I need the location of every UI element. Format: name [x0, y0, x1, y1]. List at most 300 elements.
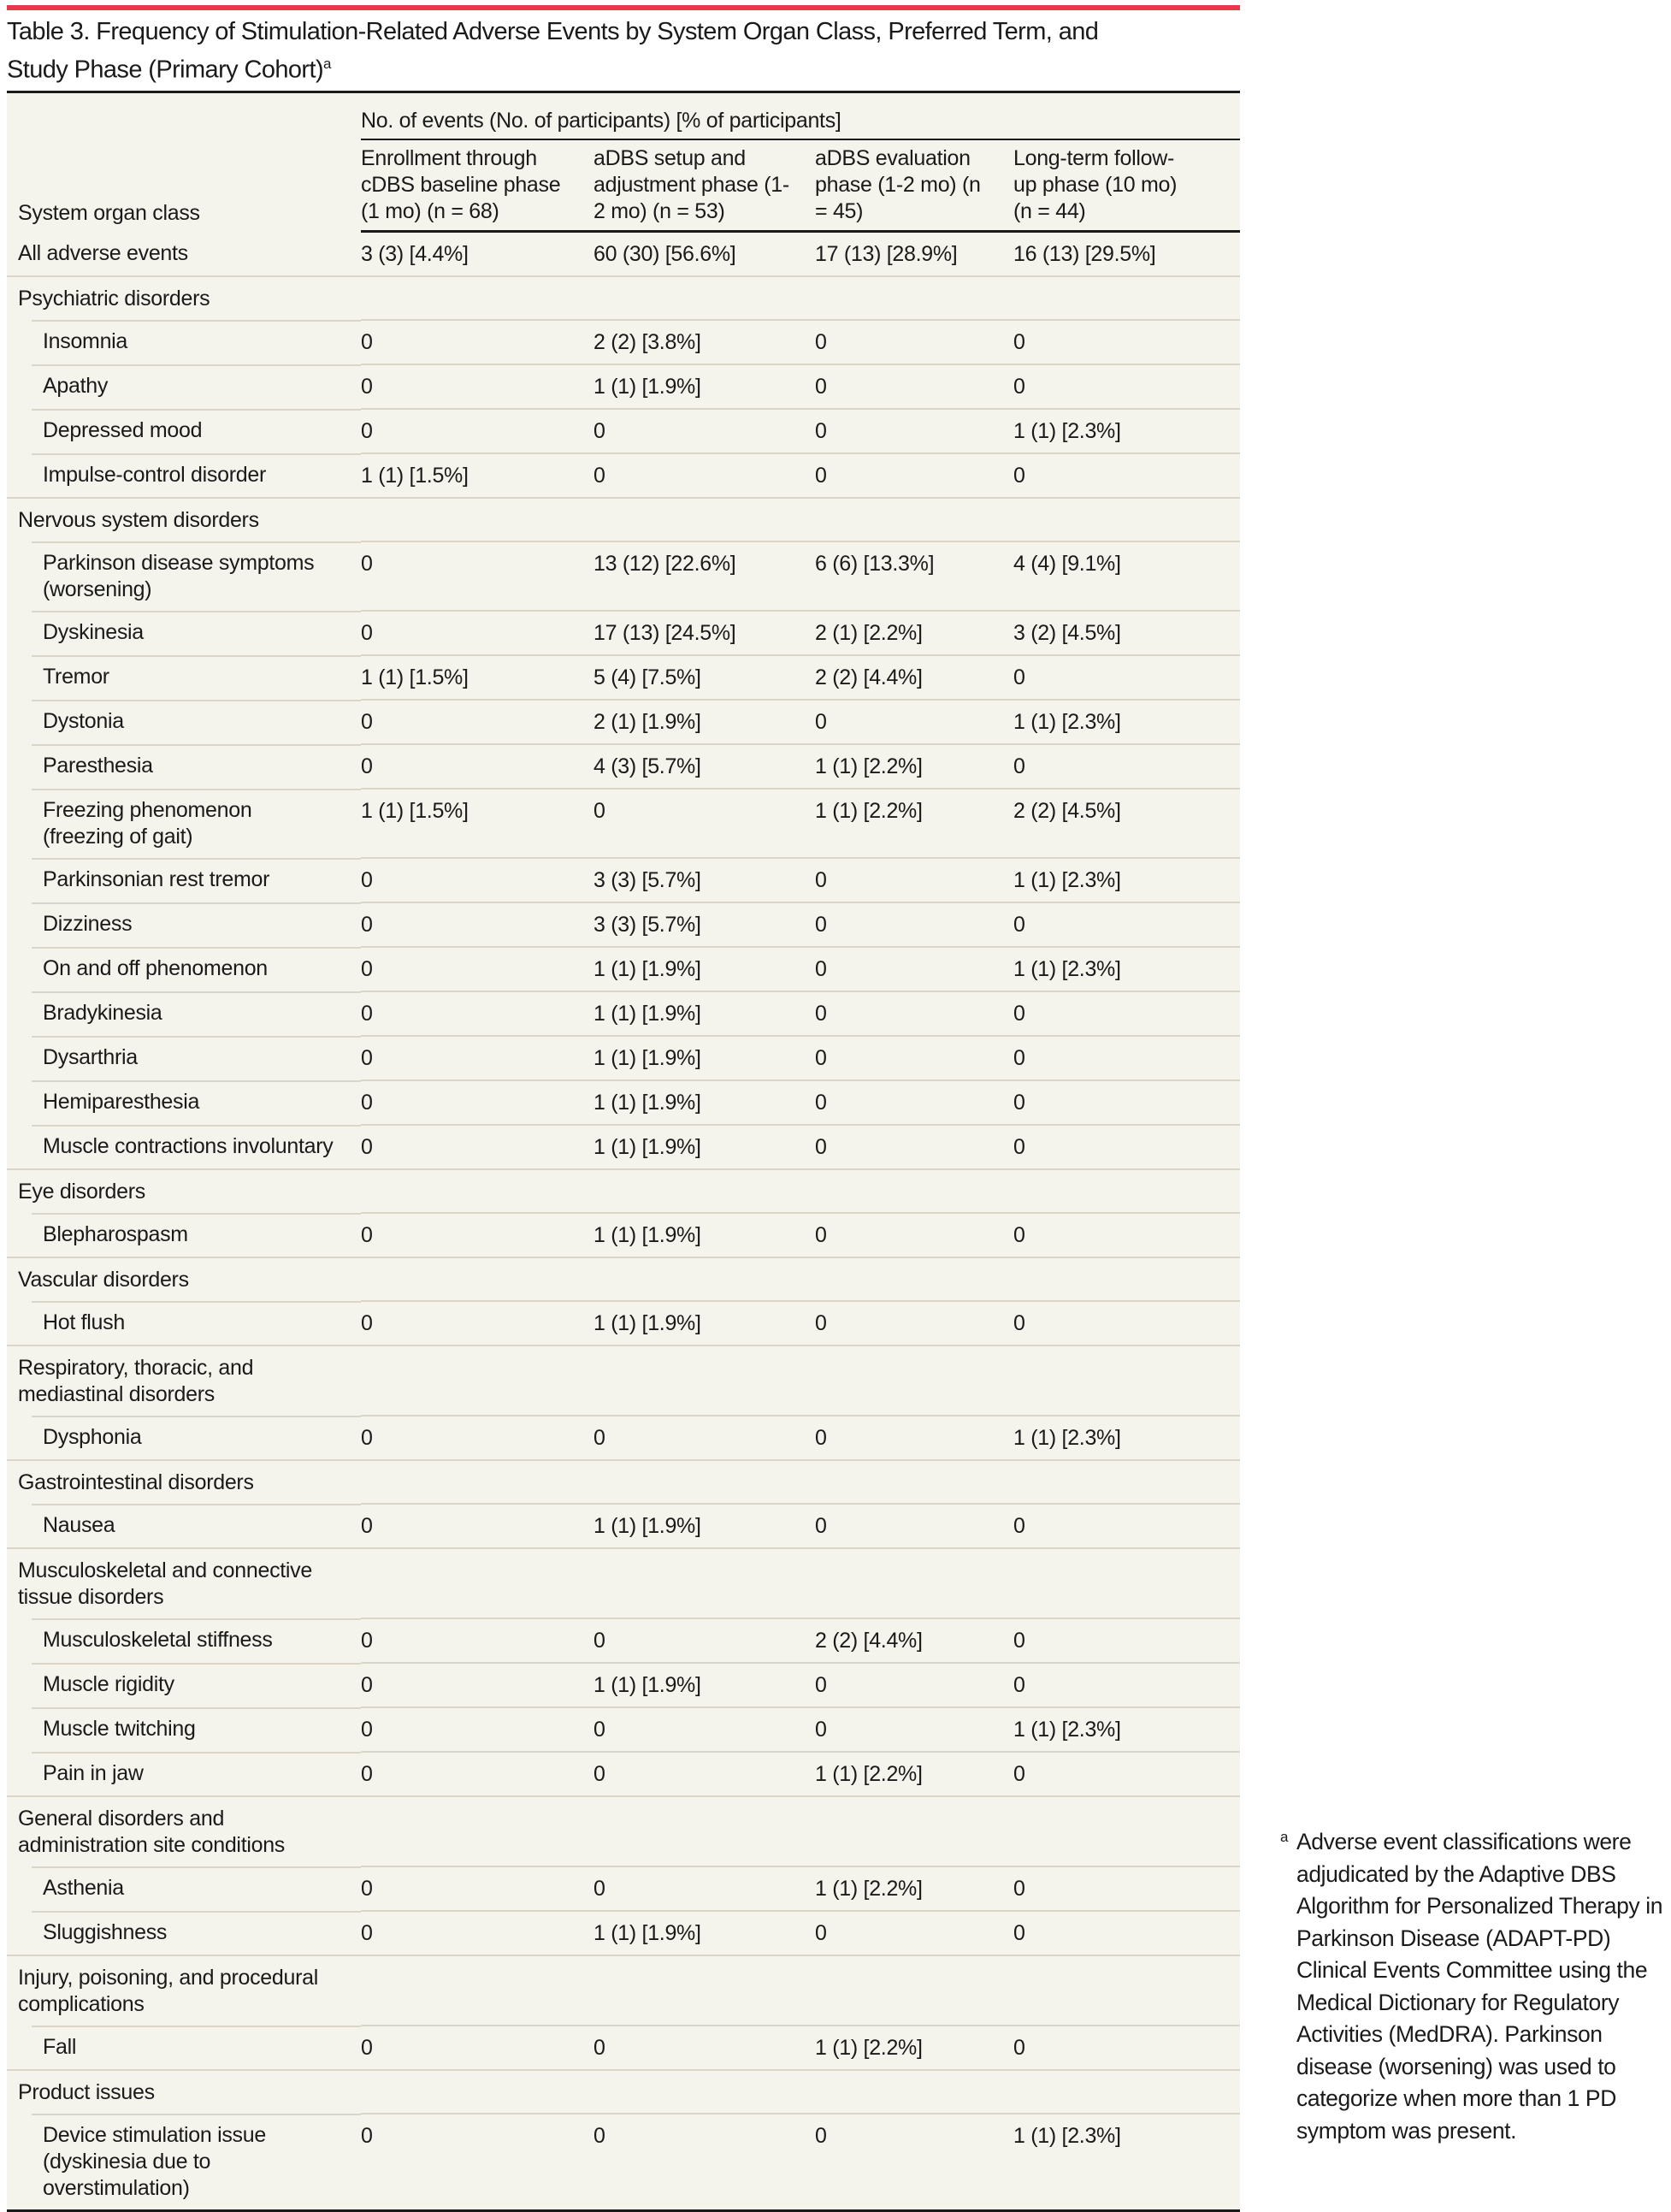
system-organ-class-row [7, 1257, 1240, 1301]
preferred-term-row [7, 1911, 1240, 1955]
value-cell-phase-1 [361, 1257, 593, 1301]
system-organ-class-row [7, 498, 1240, 541]
row-label-text: Respiratory, thoracic, and mediastinal disorders [18, 1356, 254, 1406]
value-cell-phase-3 [815, 1955, 1013, 2026]
value-cell-phase-3: 0 [815, 1504, 1013, 1548]
preferred-term-row [7, 1663, 1240, 1707]
row-label-text: Dystonia [43, 709, 124, 733]
value-cell-phase-3: 0 [815, 1213, 1013, 1257]
value-cell-phase-3: 17 (13) [28.9%] [815, 242, 958, 266]
header-system-organ-class: System organ class [7, 92, 361, 232]
value-cell-phase-4: 0 [1013, 1618, 1240, 1663]
value-cell-phase-3: 1 (1) [2.2%] [815, 1866, 1013, 1911]
value-cell-phase-1 [361, 498, 593, 541]
value-cell-phase-1: 0 [361, 1866, 593, 1911]
preferred-term-row [7, 1036, 1240, 1080]
row-label-text: Device stimulation issue (dyskinesia due to overstimulation) [43, 2123, 266, 2200]
value-cell-phase-4: 0 [1013, 1911, 1240, 1955]
preferred-term-row [7, 1707, 1240, 1752]
value-cell-phase-2: 1 (1) [1.9%] [593, 1911, 815, 1955]
preferred-term-label [7, 611, 361, 655]
value-cell-phase-1 [361, 1548, 593, 1618]
value-cell-phase-1 [361, 1346, 593, 1416]
value-cell-phase-2: 0 [593, 2026, 815, 2070]
value-cell-phase-1: 0 [361, 858, 593, 902]
value-cell-phase-2: 0 [593, 409, 815, 453]
header-spanner: No. of events (No. of participants) [% of participants] [361, 92, 1240, 140]
row-label-text: Bradykinesia [43, 1001, 162, 1025]
value-cell-phase-3: 0 [815, 947, 1013, 991]
value-cell-phase-2: 3 (3) [5.7%] [593, 902, 815, 947]
preferred-term-label [7, 1752, 361, 1796]
value-cell-phase-3: 1 (1) [2.2%] [815, 744, 1013, 789]
table-footnote [1280, 1826, 1665, 2147]
header-phase-3-text: aDBS evaluation phase (1-2 mo) (n = 45) [815, 146, 981, 223]
all-adverse-events-row [7, 232, 1240, 277]
value-cell-phase-1: 0 [361, 2114, 593, 2211]
value-cell-phase-3: 0 [815, 700, 1013, 744]
value-cell-phase-4: 0 [1013, 453, 1240, 498]
row-label-text: Paresthesia [43, 754, 153, 778]
value-cell-phase-4: 1 (1) [2.3%] [1013, 409, 1240, 453]
preferred-term-label [7, 1080, 361, 1125]
value-cell-phase-1: 0 [361, 1125, 593, 1169]
value-cell-phase-4: 0 [1013, 1752, 1240, 1796]
table-title-text: Table 3. Frequency of Stimulation-Related Adverse Events by System Organ Class, Preferred Term, and Study Phase (Primary Cohort) [7, 18, 1099, 84]
preferred-term-row [7, 2114, 1240, 2211]
preferred-term-row [7, 1125, 1240, 1169]
header-phase-3 [815, 139, 1013, 232]
value-cell-phase-2: 0 [593, 1752, 815, 1796]
value-cell-phase-2: 3 (3) [5.7%] [593, 858, 815, 902]
preferred-term-row [7, 1301, 1240, 1346]
preferred-term-label [7, 655, 361, 700]
value-cell-phase-2: 17 (13) [24.5%] [593, 611, 815, 655]
system-organ-class-row [7, 276, 1240, 320]
preferred-term-label [7, 1504, 361, 1548]
value-cell-phase-3: 2 (2) [4.4%] [815, 1618, 1013, 1663]
value-cell-phase-3: 0 [815, 1663, 1013, 1707]
row-label-text: Pain in jaw [43, 1761, 144, 1785]
preferred-term-label [7, 364, 361, 409]
preferred-term-label [7, 858, 361, 902]
row-label-text: Nervous system disorders [18, 508, 259, 532]
preferred-term-row [7, 1618, 1240, 1663]
value-cell-phase-3: 0 [815, 320, 1013, 364]
value-cell-phase-2: 1 (1) [1.9%] [593, 1125, 815, 1169]
value-cell-phase-3: 1 (1) [2.2%] [815, 789, 1013, 858]
preferred-term-label [7, 902, 361, 947]
system-organ-class-row [7, 1955, 1240, 2026]
preferred-term-label [7, 1663, 361, 1707]
value-cell-phase-4: 1 (1) [2.3%] [1013, 1707, 1240, 1752]
value-cell-phase-4: 0 [1013, 1213, 1240, 1257]
value-cell-phase-1 [361, 276, 593, 320]
value-cell-phase-4: 0 [1013, 902, 1240, 947]
preferred-term-label [7, 700, 361, 744]
header-row-spanner [7, 92, 1240, 140]
value-cell-phase-1: 0 [361, 947, 593, 991]
value-cell-phase-4: 0 [1013, 2026, 1240, 2070]
preferred-term-label [7, 1036, 361, 1080]
row-label-text: Parkinsonian rest tremor [43, 867, 270, 891]
value-cell-phase-1: 0 [361, 1618, 593, 1663]
accent-rule [7, 5, 1240, 10]
preferred-term-row [7, 320, 1240, 364]
system-organ-class-label [7, 1548, 361, 1618]
value-cell-phase-4 [1013, 1346, 1240, 1416]
value-cell-phase-1: 0 [361, 744, 593, 789]
value-cell-phase-2: 0 [593, 2114, 815, 2211]
value-cell-phase-1: 0 [361, 1504, 593, 1548]
value-cell-phase-3 [815, 1257, 1013, 1301]
value-cell-phase-4: 0 [1013, 744, 1240, 789]
header-phase-4-text: Long-term follow-up phase (10 mo) (n = 44) [1013, 146, 1178, 223]
value-cell-phase-2: 0 [593, 789, 815, 858]
header-phase-4 [1013, 139, 1240, 232]
value-cell-phase-4: 0 [1013, 1504, 1240, 1548]
preferred-term-row [7, 1504, 1240, 1548]
adverse-events-table [7, 91, 1240, 2212]
row-label-text: Muscle twitching [43, 1717, 196, 1741]
value-cell-phase-2: 1 (1) [1.9%] [593, 1504, 815, 1548]
row-label-text: Tremor [43, 665, 109, 689]
system-organ-class-row [7, 1346, 1240, 1416]
value-cell-phase-2 [593, 2070, 815, 2114]
row-label-text: Dysarthria [43, 1045, 138, 1069]
value-cell-phase-2 [593, 1796, 815, 1866]
preferred-term-label [7, 453, 361, 498]
value-cell-phase-4: 16 (13) [29.5%] [1013, 242, 1156, 266]
preferred-term-row [7, 655, 1240, 700]
system-organ-class-label [7, 498, 361, 541]
total-label [7, 232, 361, 277]
value-cell-phase-4: 1 (1) [2.3%] [1013, 1416, 1240, 1460]
value-cell-phase-1: 1 (1) [1.5%] [361, 655, 593, 700]
value-cell-phase-1: 0 [361, 1707, 593, 1752]
value-cell-phase-3: 0 [815, 1080, 1013, 1125]
adverse-events-table-container [7, 91, 1240, 2212]
value-cell-phase-2: 1 (1) [1.9%] [593, 1036, 815, 1080]
value-cell-phase-4 [1013, 1460, 1240, 1504]
value-cell-phase-3: 6 (6) [13.3%] [815, 541, 1013, 611]
value-cell-phase-1: 0 [361, 611, 593, 655]
preferred-term-row [7, 789, 1240, 858]
preferred-term-label [7, 1213, 361, 1257]
value-cell-phase-2: 60 (30) [56.6%] [593, 242, 736, 266]
value-cell-phase-3: 2 (2) [4.4%] [815, 655, 1013, 700]
value-cell-phase-3: 0 [815, 2114, 1013, 2211]
value-cell-phase-2: 1 (1) [1.9%] [593, 364, 815, 409]
row-label-text: Product issues [18, 2080, 155, 2104]
value-cell-phase-3: 0 [815, 409, 1013, 453]
preferred-term-row [7, 1866, 1240, 1911]
value-cell-phase-3: 0 [815, 1036, 1013, 1080]
value-cell-phase-1: 0 [361, 409, 593, 453]
row-label-text: Gastrointestinal disorders [18, 1470, 254, 1494]
value-cell-phase-2: 2 (2) [3.8%] [593, 320, 815, 364]
table-body [7, 232, 1240, 2211]
footnote-mark: a [1280, 1829, 1289, 1845]
system-organ-class-label [7, 2070, 361, 2114]
value-cell-phase-1: 0 [361, 1663, 593, 1707]
system-organ-class-row [7, 1460, 1240, 1504]
system-organ-class-label [7, 1257, 361, 1301]
preferred-term-label [7, 1707, 361, 1752]
value-cell-phase-4: 4 (4) [9.1%] [1013, 541, 1240, 611]
value-cell-phase-4 [1013, 498, 1240, 541]
value-cell-phase-3: 0 [815, 364, 1013, 409]
value-cell-phase-2 [593, 1548, 815, 1618]
value-cell-phase-4: 2 (2) [4.5%] [1013, 789, 1240, 858]
value-cell-phase-1: 0 [361, 1080, 593, 1125]
value-cell-phase-4 [1013, 1955, 1240, 2026]
value-cell-phase-1 [361, 1169, 593, 1213]
value-cell-phase-4: 0 [1013, 991, 1240, 1036]
value-cell-phase-3: 0 [815, 1301, 1013, 1346]
preferred-term-row [7, 700, 1240, 744]
value-cell-phase-4 [1013, 276, 1240, 320]
value-cell-phase-3 [815, 1460, 1013, 1504]
value-cell-phase-2: 0 [593, 1707, 815, 1752]
value-cell-phase-1: 1 (1) [1.5%] [361, 789, 593, 858]
row-label-text: Psychiatric disorders [18, 287, 210, 311]
title-footnote-mark: a [323, 56, 331, 72]
preferred-term-row [7, 611, 1240, 655]
value-cell-phase-2: 5 (4) [7.5%] [593, 655, 815, 700]
row-label-text: Dizziness [43, 912, 133, 936]
value-cell-phase-3: 0 [815, 1125, 1013, 1169]
value-cell-phase-4: 1 (1) [2.3%] [1013, 858, 1240, 902]
preferred-term-row [7, 1752, 1240, 1796]
value-cell-phase-2: 0 [593, 1866, 815, 1911]
value-cell-phase-3 [815, 1548, 1013, 1618]
preferred-term-label [7, 991, 361, 1036]
value-cell-phase-2: 0 [593, 1416, 815, 1460]
value-cell-phase-2 [593, 498, 815, 541]
value-cell-phase-1: 0 [361, 991, 593, 1036]
value-cell-phase-1: 0 [361, 700, 593, 744]
row-label-text: Sluggishness [43, 1920, 168, 1944]
system-organ-class-label [7, 1460, 361, 1504]
table-header [7, 92, 1240, 232]
value-cell-phase-2: 0 [593, 1618, 815, 1663]
value-cell-phase-2 [593, 1257, 815, 1301]
preferred-term-label [7, 947, 361, 991]
value-cell-phase-1: 0 [361, 541, 593, 611]
system-organ-class-label [7, 276, 361, 320]
system-organ-class-row [7, 1548, 1240, 1618]
row-label-text: Muscle rigidity [43, 1672, 174, 1696]
value-cell-phase-4 [1013, 1169, 1240, 1213]
value-cell-phase-3: 0 [815, 453, 1013, 498]
value-cell-phase-2 [593, 276, 815, 320]
row-label-text: Parkinson disease symptoms (worsening) [43, 551, 315, 601]
row-label-text: Fall [43, 2035, 77, 2059]
value-cell-phase-1: 0 [361, 1301, 593, 1346]
value-cell-phase-3: 1 (1) [2.2%] [815, 1752, 1013, 1796]
system-organ-class-label [7, 1796, 361, 1866]
preferred-term-row [7, 858, 1240, 902]
value-cell-phase-2: 2 (1) [1.9%] [593, 700, 815, 744]
row-label-text: Eye disorders [18, 1180, 145, 1204]
value-cell-phase-3: 0 [815, 902, 1013, 947]
preferred-term-label [7, 2114, 361, 2211]
header-phase-2-text: aDBS setup and adjustment phase (1-2 mo) (n = 53) [593, 146, 789, 223]
value-cell-phase-4: 0 [1013, 655, 1240, 700]
value-cell-phase-4: 1 (1) [2.3%] [1013, 700, 1240, 744]
value-cell-phase-3: 2 (1) [2.2%] [815, 611, 1013, 655]
preferred-term-label [7, 409, 361, 453]
value-cell-phase-3 [815, 1346, 1013, 1416]
preferred-term-label [7, 541, 361, 611]
value-cell-phase-3 [815, 276, 1013, 320]
value-cell-phase-2: 1 (1) [1.9%] [593, 1663, 815, 1707]
value-cell-phase-4: 1 (1) [2.3%] [1013, 947, 1240, 991]
preferred-term-label [7, 2026, 361, 2070]
value-cell-phase-1: 1 (1) [1.5%] [361, 453, 593, 498]
value-cell-phase-1: 0 [361, 902, 593, 947]
value-cell-phase-3: 0 [815, 991, 1013, 1036]
row-label-text: Depressed mood [43, 418, 203, 442]
preferred-term-row [7, 744, 1240, 789]
value-cell-phase-2: 1 (1) [1.9%] [593, 1080, 815, 1125]
value-cell-phase-2 [593, 1169, 815, 1213]
value-cell-phase-1: 0 [361, 1416, 593, 1460]
row-label-text: Musculoskeletal and connective tissue disorders [18, 1558, 312, 1609]
row-label-text: Musculoskeletal stiffness [43, 1628, 273, 1652]
value-cell-phase-2: 1 (1) [1.9%] [593, 991, 815, 1036]
value-cell-phase-4: 0 [1013, 1663, 1240, 1707]
preferred-term-row [7, 2026, 1240, 2070]
value-cell-phase-2: 1 (1) [1.9%] [593, 947, 815, 991]
row-label-text: Freezing phenomenon (freezing of gait) [43, 798, 252, 849]
value-cell-phase-2 [593, 1346, 815, 1416]
value-cell-phase-1: 0 [361, 1911, 593, 1955]
preferred-term-row [7, 902, 1240, 947]
value-cell-phase-3 [815, 498, 1013, 541]
value-cell-phase-4: 0 [1013, 1866, 1240, 1911]
value-cell-phase-1 [361, 1955, 593, 2026]
value-cell-phase-3 [815, 1169, 1013, 1213]
row-label-text: Insomnia [43, 329, 128, 353]
preferred-term-label [7, 1618, 361, 1663]
row-label-text: On and off phenomenon [43, 956, 268, 980]
row-label-text: Hemiparesthesia [43, 1090, 200, 1114]
preferred-term-row [7, 409, 1240, 453]
value-cell-phase-3 [815, 1796, 1013, 1866]
preferred-term-label [7, 1125, 361, 1169]
value-cell-phase-1: 3 (3) [4.4%] [361, 242, 469, 266]
preferred-term-row [7, 541, 1240, 611]
row-label-text: Apathy [43, 374, 109, 398]
value-cell-phase-2: 13 (12) [22.6%] [593, 541, 815, 611]
footnote-text: Adverse event classifications were adjudicated by the Adaptive DBS Algorithm for Personalized Therapy in Parkinson Disease (ADAPT-PD) Clinical Events Committee using the Medical Dictionary for Regulatory Activities (MedDRA). Parkinson disease (worsening) was used to categorize when more than 1 PD symptom was present. [1296, 1829, 1663, 2144]
value-cell-phase-4 [1013, 1548, 1240, 1618]
value-cell-phase-4: 0 [1013, 1080, 1240, 1125]
preferred-term-label [7, 789, 361, 858]
row-label-text: General disorders and administration site conditions [18, 1807, 285, 1857]
value-cell-phase-4: 0 [1013, 1036, 1240, 1080]
value-cell-phase-3: 0 [815, 1707, 1013, 1752]
row-label-text: Injury, poisoning, and procedural complications [18, 1966, 318, 2016]
value-cell-phase-3: 0 [815, 1911, 1013, 1955]
preferred-term-row [7, 1213, 1240, 1257]
system-organ-class-label [7, 1346, 361, 1416]
preferred-term-label [7, 1866, 361, 1911]
value-cell-phase-4: 0 [1013, 320, 1240, 364]
value-cell-phase-4: 0 [1013, 1125, 1240, 1169]
value-cell-phase-1: 0 [361, 320, 593, 364]
row-label-text: Dyskinesia [43, 620, 144, 644]
row-label-text: Muscle contractions involuntary [43, 1134, 334, 1158]
value-cell-phase-2: 1 (1) [1.9%] [593, 1301, 815, 1346]
preferred-term-row [7, 364, 1240, 409]
preferred-term-row [7, 991, 1240, 1036]
row-label-text: Nausea [43, 1513, 115, 1537]
header-phase-2 [593, 139, 815, 232]
value-cell-phase-2: 0 [593, 453, 815, 498]
value-cell-phase-3: 0 [815, 858, 1013, 902]
row-label-text: Blepharospasm [43, 1222, 188, 1246]
value-cell-phase-1: 0 [361, 2026, 593, 2070]
value-cell-phase-4: 3 (2) [4.5%] [1013, 611, 1240, 655]
value-cell-phase-1 [361, 2070, 593, 2114]
row-label-text: Impulse-control disorder [43, 463, 266, 487]
system-organ-class-row [7, 1796, 1240, 1866]
value-cell-phase-4 [1013, 1257, 1240, 1301]
preferred-term-label [7, 1301, 361, 1346]
value-cell-phase-4: 0 [1013, 364, 1240, 409]
value-cell-phase-2 [593, 1460, 815, 1504]
value-cell-phase-4 [1013, 1796, 1240, 1866]
preferred-term-label [7, 744, 361, 789]
value-cell-phase-1: 0 [361, 364, 593, 409]
value-cell-phase-1: 0 [361, 1213, 593, 1257]
preferred-term-label [7, 320, 361, 364]
value-cell-phase-1: 0 [361, 1752, 593, 1796]
value-cell-phase-4: 0 [1013, 1301, 1240, 1346]
preferred-term-row [7, 453, 1240, 498]
preferred-term-row [7, 947, 1240, 991]
value-cell-phase-3 [815, 2070, 1013, 2114]
system-organ-class-row [7, 2070, 1240, 2114]
value-cell-phase-3: 1 (1) [2.2%] [815, 2026, 1013, 2070]
value-cell-phase-1 [361, 1460, 593, 1504]
header-phase-1 [361, 139, 593, 232]
preferred-term-label [7, 1911, 361, 1955]
value-cell-phase-2: 4 (3) [5.7%] [593, 744, 815, 789]
preferred-term-row [7, 1080, 1240, 1125]
row-label-text: Vascular disorders [18, 1268, 189, 1292]
row-label-text: Asthenia [43, 1876, 124, 1900]
value-cell-phase-4: 1 (1) [2.3%] [1013, 2114, 1240, 2211]
value-cell-phase-4 [1013, 2070, 1240, 2114]
system-organ-class-row [7, 1169, 1240, 1213]
value-cell-phase-2: 1 (1) [1.9%] [593, 1213, 815, 1257]
value-cell-phase-2 [593, 1955, 815, 2026]
preferred-term-label [7, 1416, 361, 1460]
row-label-text: Hot flush [43, 1310, 125, 1334]
preferred-term-row [7, 1416, 1240, 1460]
value-cell-phase-1 [361, 1796, 593, 1866]
header-phase-1-text: Enrollment through cDBS baseline phase (1 mo) (n = 68) [361, 146, 561, 223]
row-label-text: All adverse events [18, 240, 188, 265]
value-cell-phase-3: 0 [815, 1416, 1013, 1460]
table-title [7, 15, 1119, 86]
row-label-text: Dysphonia [43, 1425, 142, 1449]
value-cell-phase-1: 0 [361, 1036, 593, 1080]
